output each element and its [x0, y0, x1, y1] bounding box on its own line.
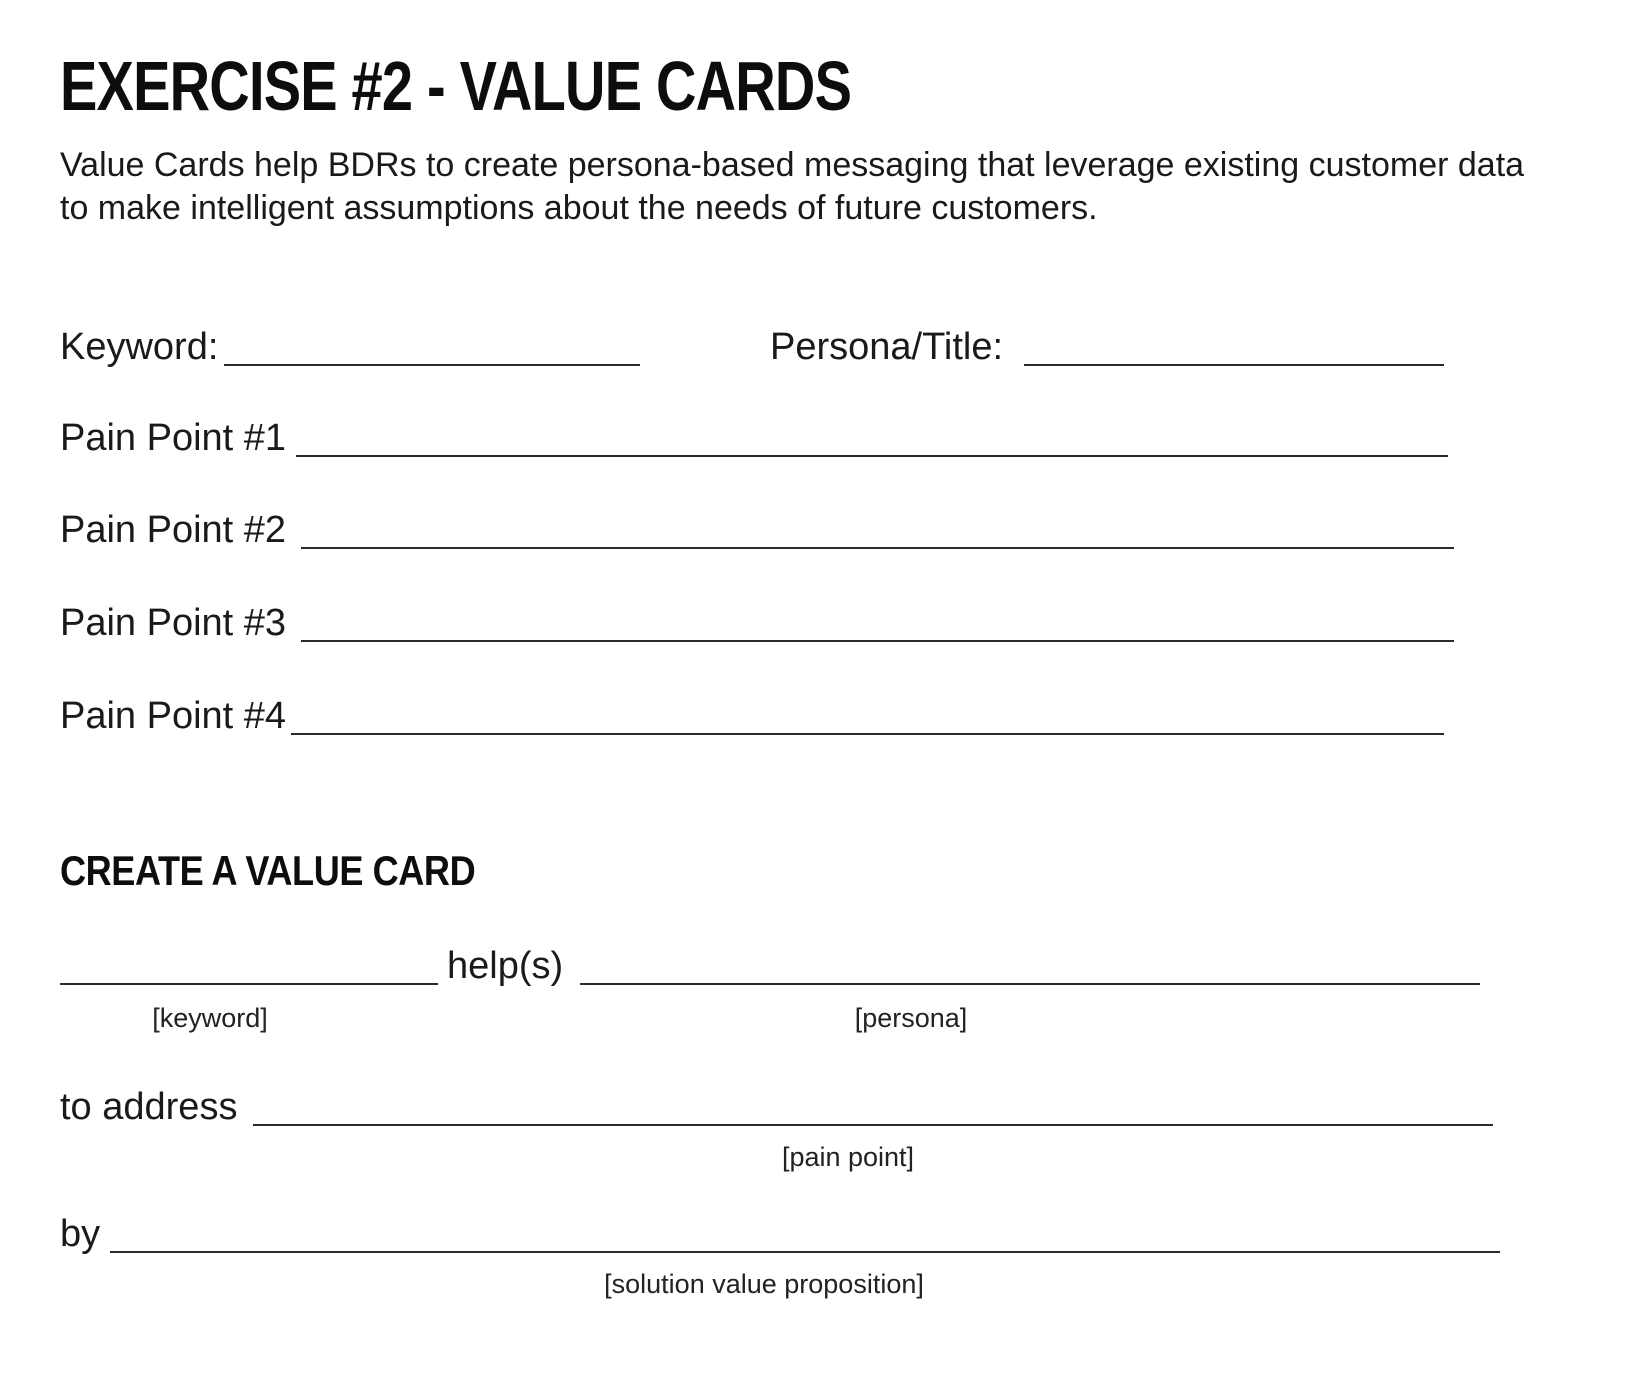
- pain-point-2-blank-line[interactable]: [301, 547, 1454, 549]
- pain-point-2-label: Pain Point #2: [60, 509, 287, 551]
- intro-line-1: Value Cards help BDRs to create persona-based messaging that leverage existing customer data: [60, 146, 1525, 184]
- to-address-text: to address: [60, 1086, 238, 1128]
- value-card-solution-blank-line[interactable]: [110, 1251, 1500, 1253]
- persona-title-label: Persona/Title:: [770, 326, 1004, 368]
- helps-text: help(s): [447, 945, 564, 987]
- pain-point-1-label: Pain Point #1: [60, 417, 287, 459]
- value-card-pain-point-blank-line[interactable]: [253, 1124, 1493, 1126]
- pain-point-3-label: Pain Point #3: [60, 602, 287, 644]
- pain-point-1-blank-line[interactable]: [296, 455, 1448, 457]
- keyword-caption: [keyword]: [152, 1003, 268, 1033]
- pain-point-4-label: Pain Point #4: [60, 695, 287, 737]
- value-card-persona-blank-line[interactable]: [580, 983, 1480, 985]
- persona-title-blank-line[interactable]: [1024, 364, 1444, 366]
- intro-paragraph: [60, 144, 1620, 230]
- solution-value-proposition-caption: [solution value proposition]: [604, 1269, 924, 1299]
- pain-point-3-blank-line[interactable]: [301, 640, 1454, 642]
- value-card-keyword-blank-line[interactable]: [60, 983, 438, 985]
- keyword-label: Keyword:: [60, 326, 219, 368]
- pain-point-caption: [pain point]: [781, 1142, 915, 1172]
- page-title: EXERCISE #2 - VALUE CARDS: [60, 47, 852, 125]
- by-text: by: [60, 1213, 101, 1255]
- create-value-card-heading: CREATE A VALUE CARD: [60, 847, 476, 894]
- persona-caption: [persona]: [854, 1003, 968, 1033]
- intro-line-2: to make intelligent assumptions about the needs of future customers.: [60, 189, 1098, 227]
- pain-point-4-blank-line[interactable]: [291, 733, 1444, 735]
- keyword-blank-line[interactable]: [224, 364, 640, 366]
